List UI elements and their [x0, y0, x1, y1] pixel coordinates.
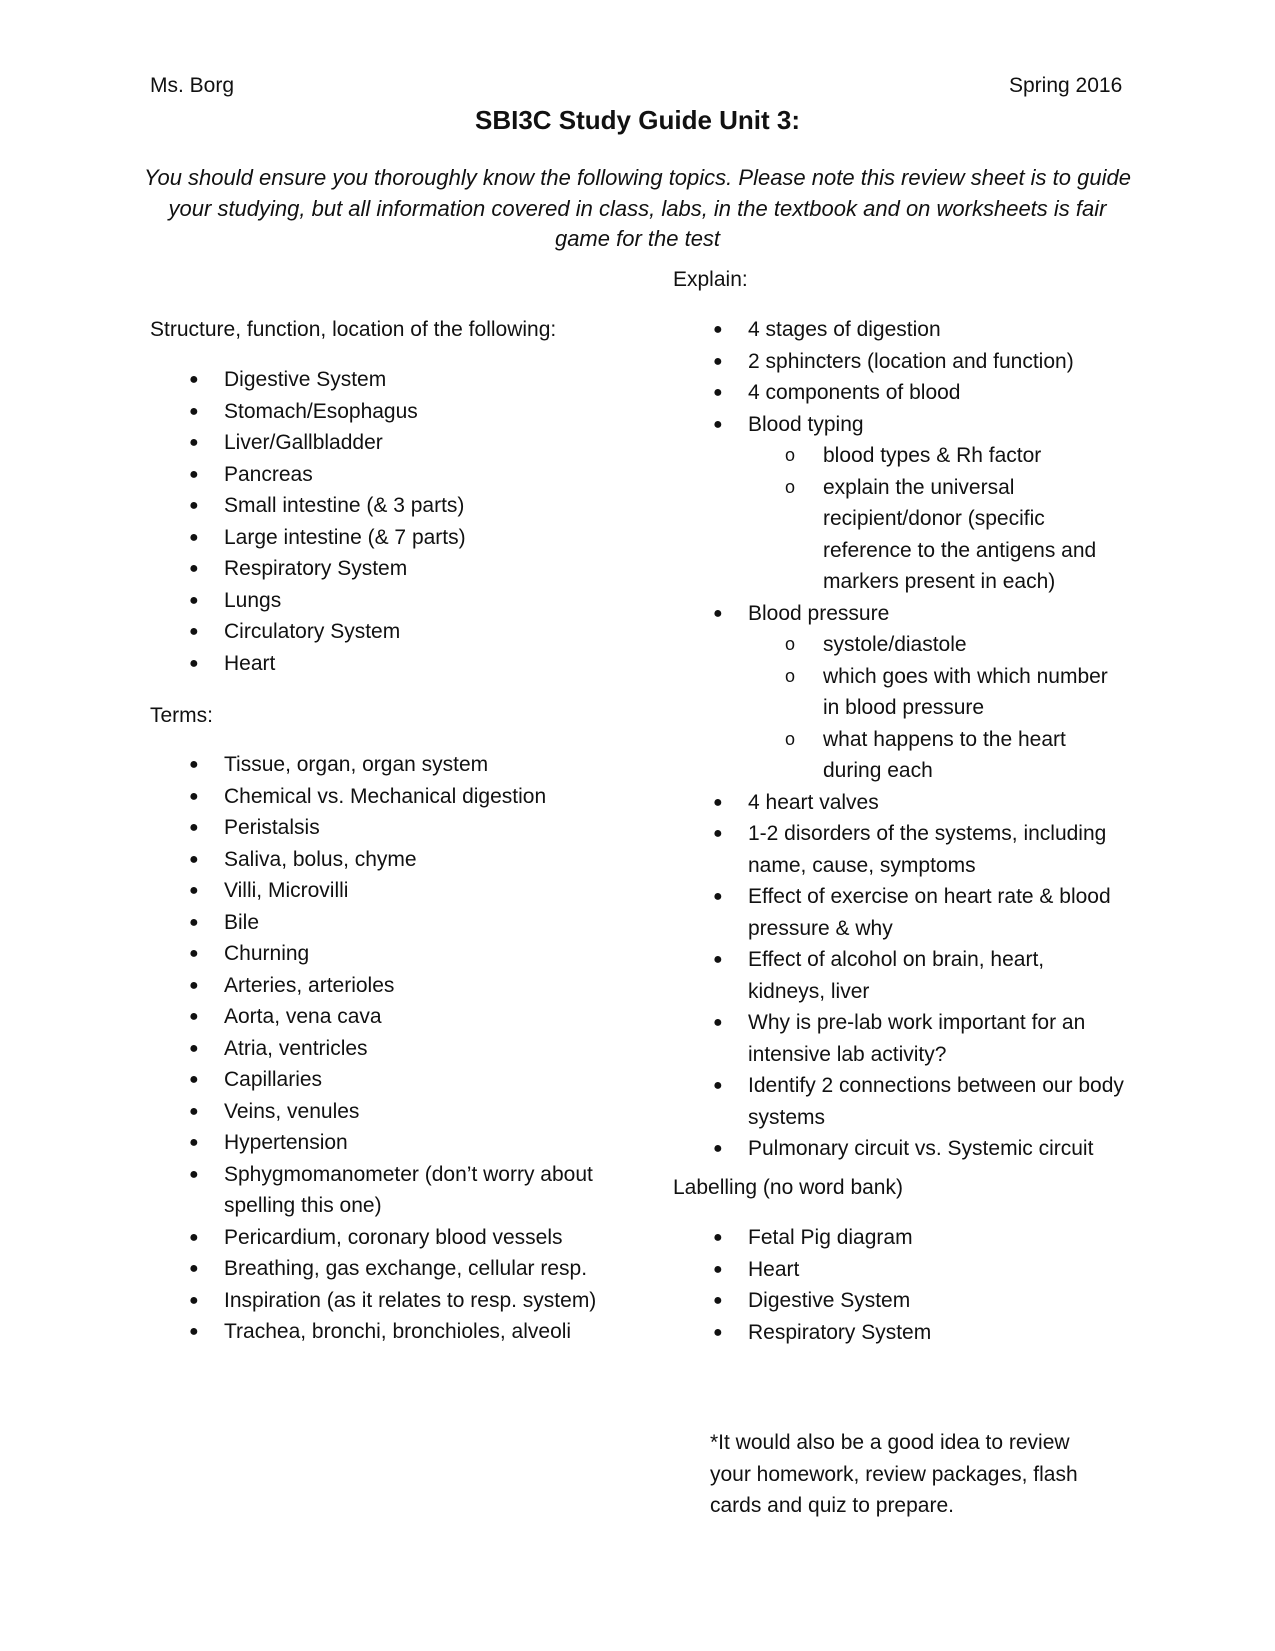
- sub-list-item: [785, 629, 1126, 661]
- explain-item: [713, 881, 1126, 944]
- sub-list: [748, 629, 1126, 787]
- structure-item-text: Heart: [224, 651, 276, 675]
- explain-item: [713, 787, 1126, 819]
- sub-list-item: [785, 724, 1126, 787]
- sub-list-item-text: blood types & Rh factor: [823, 444, 1042, 467]
- structure-item: [189, 427, 604, 459]
- term-item-text: Bile: [224, 910, 260, 934]
- bullet-icon: ●: [189, 528, 199, 546]
- structure-item: [189, 648, 604, 680]
- sub-list-item: [785, 661, 1126, 724]
- term-item: [189, 1033, 604, 1065]
- explain-item: [713, 409, 1126, 598]
- term-item-text: Aorta, vena cava: [224, 1005, 382, 1028]
- bullet-icon: ●: [189, 976, 199, 994]
- terms-list: [189, 749, 604, 1348]
- bullet-icon: ●: [713, 1140, 723, 1157]
- labelling-heading: Labelling (no word bank): [673, 1176, 903, 1199]
- bullet-icon: ●: [713, 793, 723, 811]
- structure-item-text: Respiratory System: [224, 557, 408, 580]
- bullet-icon: ●: [189, 913, 199, 931]
- explain-item-text: Pulmonary circuit vs. Systemic circuit: [748, 1137, 1094, 1160]
- term-item-text: Arteries, arterioles: [224, 973, 395, 997]
- structure-item: [189, 616, 604, 648]
- term-item-text: Saliva, bolus, chyme: [224, 847, 417, 871]
- bullet-icon: ●: [189, 1102, 199, 1120]
- explain-heading: Explain:: [673, 268, 748, 291]
- structure-item-text: Large intestine (& 7 parts): [224, 525, 466, 549]
- term-item-text: Villi, Microvilli: [224, 879, 349, 902]
- term-item: [189, 875, 604, 907]
- bullet-icon: ●: [189, 591, 199, 609]
- term-label: Spring 2016: [1009, 74, 1123, 97]
- bullet-icon: ●: [189, 1071, 199, 1088]
- bullet-icon: ●: [189, 1228, 199, 1246]
- bullet-icon: ●: [713, 951, 723, 968]
- bullet-icon: ●: [713, 1014, 723, 1031]
- explain-item: [713, 377, 1126, 409]
- circle-bullet-icon: o: [785, 445, 796, 465]
- term-item: [189, 1001, 604, 1033]
- sub-list-item: [785, 440, 1126, 472]
- bullet-icon: ●: [189, 1039, 199, 1057]
- term-item-text: Capillaries: [224, 1068, 323, 1091]
- term-item-text: Churning: [224, 942, 310, 965]
- labelling-list: [713, 1222, 1126, 1348]
- explain-item: [713, 346, 1126, 378]
- circle-bullet-icon: o: [785, 634, 796, 654]
- term-item-text: Tissue, organ, organ system: [224, 753, 489, 776]
- term-item-text: Sphygmomanometer (don’t worry about spelling this one): [224, 1162, 593, 1217]
- explain-item: [713, 598, 1126, 787]
- explain-item-text: Blood typing: [748, 412, 864, 436]
- labelling-item-text: Fetal Pig diagram: [748, 1226, 913, 1249]
- term-item-text: Trachea, bronchi, bronchioles, alveoli: [224, 1320, 572, 1343]
- bullet-icon: ●: [189, 465, 199, 483]
- bullet-icon: ●: [189, 434, 199, 451]
- bullet-icon: ●: [189, 850, 199, 868]
- bullet-icon: ●: [189, 787, 199, 805]
- bullet-icon: ●: [713, 888, 723, 905]
- explain-item-text: 2 sphincters (location and function): [748, 349, 1074, 373]
- bullet-icon: ●: [713, 1077, 723, 1094]
- bullet-icon: ●: [189, 1260, 199, 1277]
- term-item: [189, 812, 604, 844]
- bullet-icon: ●: [189, 654, 199, 672]
- bullet-icon: ●: [189, 1134, 199, 1151]
- bullet-icon: ●: [189, 402, 199, 420]
- bullet-icon: ●: [189, 497, 199, 514]
- structure-item: [189, 490, 604, 522]
- explain-list: [713, 314, 1126, 1165]
- term-item-text: Breathing, gas exchange, cellular resp.: [224, 1257, 588, 1280]
- bullet-icon: ●: [713, 1229, 723, 1246]
- bullet-icon: ●: [713, 604, 723, 622]
- term-item: [189, 749, 604, 781]
- bullet-icon: ●: [713, 352, 723, 370]
- sub-list-item-text: systole/diastole: [823, 633, 967, 656]
- structure-item: [189, 396, 604, 428]
- term-item: [189, 1159, 604, 1222]
- bullet-icon: ●: [189, 560, 199, 577]
- bullet-icon: ●: [713, 384, 723, 401]
- bullet-icon: ●: [189, 1323, 199, 1340]
- teacher-name: Ms. Borg: [150, 74, 235, 97]
- bullet-icon: ●: [713, 1292, 723, 1309]
- bullet-icon: ●: [713, 1323, 723, 1341]
- explain-item-text: 4 components of blood: [748, 381, 961, 404]
- structure-item-text: Digestive System: [224, 368, 387, 391]
- explain-item-text: Identify 2 connections between our body systems: [748, 1074, 1124, 1129]
- term-item: [189, 938, 604, 970]
- explain-item-text: Effect of exercise on heart rate & blood pressure & why: [748, 885, 1111, 940]
- structure-item-text: Circulatory System: [224, 620, 401, 643]
- structure-list: [189, 364, 604, 679]
- labelling-item: [713, 1222, 1126, 1254]
- circle-bullet-icon: o: [785, 476, 796, 497]
- structure-item-text: Lungs: [224, 588, 282, 612]
- circle-bullet-icon: o: [785, 728, 796, 749]
- structure-item: [189, 553, 604, 585]
- structure-item: [189, 459, 604, 491]
- sub-list-item-text: which goes with which number in blood pressure: [823, 664, 1108, 719]
- explain-item-text: 4 stages of digestion: [748, 318, 941, 341]
- term-item: [189, 781, 604, 813]
- bullet-icon: ●: [713, 321, 723, 338]
- circle-bullet-icon: o: [785, 665, 796, 686]
- term-item: [189, 1316, 604, 1348]
- explain-item-text: Blood pressure: [748, 601, 890, 625]
- term-item: [189, 1285, 604, 1317]
- bullet-icon: ●: [189, 1008, 199, 1025]
- bullet-icon: ●: [189, 1291, 199, 1309]
- bullet-icon: ●: [189, 819, 199, 836]
- bullet-icon: ●: [189, 623, 199, 640]
- structure-item-text: Liver/Gallbladder: [224, 431, 383, 454]
- term-item-text: Pericardium, coronary blood vessels: [224, 1225, 563, 1249]
- bullet-icon: ●: [189, 371, 199, 388]
- explain-item-text: Why is pre-lab work important for an intensive lab activity?: [748, 1011, 1086, 1066]
- labelling-item: [713, 1317, 1126, 1349]
- explain-item: [713, 818, 1126, 881]
- labelling-item: [713, 1254, 1126, 1286]
- sub-list-item: [785, 472, 1126, 598]
- labelling-item-text: Respiratory System: [748, 1320, 932, 1344]
- structure-item: [189, 522, 604, 554]
- bullet-icon: ●: [189, 756, 199, 773]
- term-item-text: Atria, ventricles: [224, 1036, 368, 1060]
- explain-item: [713, 1070, 1126, 1133]
- bullet-icon: ●: [189, 945, 199, 962]
- term-item: [189, 1253, 604, 1285]
- terms-heading: Terms:: [150, 704, 213, 727]
- sub-list-item-text: what happens to the heart during each: [823, 727, 1066, 782]
- bullet-icon: ●: [713, 1260, 723, 1278]
- term-item: [189, 844, 604, 876]
- explain-item-text: 1-2 disorders of the systems, including name, cause, symptoms: [748, 822, 1107, 877]
- explain-item-text: Effect of alcohol on brain, heart, kidneys, liver: [748, 948, 1045, 1003]
- page-title: SBI3C Study Guide Unit 3:: [474, 105, 801, 135]
- structure-heading: Structure, function, location of the following:: [150, 318, 557, 341]
- explain-item: [713, 1007, 1126, 1070]
- term-item: [189, 970, 604, 1002]
- explain-item: [713, 944, 1126, 1007]
- explain-item: [713, 1133, 1126, 1165]
- sub-list: [748, 440, 1126, 598]
- labelling-item: [713, 1285, 1126, 1317]
- structure-item: [189, 364, 604, 396]
- labelling-item-text: Digestive System: [748, 1289, 911, 1312]
- term-item-text: Inspiration (as it relates to resp. system): [224, 1288, 597, 1312]
- bullet-icon: ●: [189, 882, 199, 899]
- bullet-icon: ●: [189, 1165, 199, 1183]
- sub-list-item-text: explain the universal recipient/donor (specific reference to the antigens and markers present in each): [823, 475, 1097, 593]
- bullet-icon: ●: [713, 825, 723, 842]
- term-item-text: Peristalsis: [224, 816, 320, 839]
- explain-item-text: 4 heart valves: [748, 790, 879, 814]
- structure-item-text: Pancreas: [224, 462, 313, 486]
- term-item: [189, 1127, 604, 1159]
- intro-paragraph: You should ensure you thoroughly know the following topics. Please note this review sheet is to guide your studying, but all information covered in class, labs, in the textbook and on worksheets is fair game for the test: [144, 165, 1131, 251]
- term-item: [189, 907, 604, 939]
- term-item: [189, 1096, 604, 1128]
- labelling-item-text: Heart: [748, 1257, 800, 1281]
- term-item: [189, 1064, 604, 1096]
- structure-item-text: Stomach/Esophagus: [224, 399, 418, 423]
- term-item-text: Hypertension: [224, 1131, 348, 1154]
- term-item-text: Chemical vs. Mechanical digestion: [224, 784, 547, 808]
- explain-item: [713, 314, 1126, 346]
- term-item: [189, 1222, 604, 1254]
- structure-item: [189, 585, 604, 617]
- review-note: *It would also be a good idea to review your homework, review packages, flash cards and quiz to prepare.: [710, 1431, 1078, 1517]
- structure-item-text: Small intestine (& 3 parts): [224, 494, 465, 517]
- term-item-text: Veins, venules: [224, 1099, 360, 1123]
- bullet-icon: ●: [713, 415, 723, 433]
